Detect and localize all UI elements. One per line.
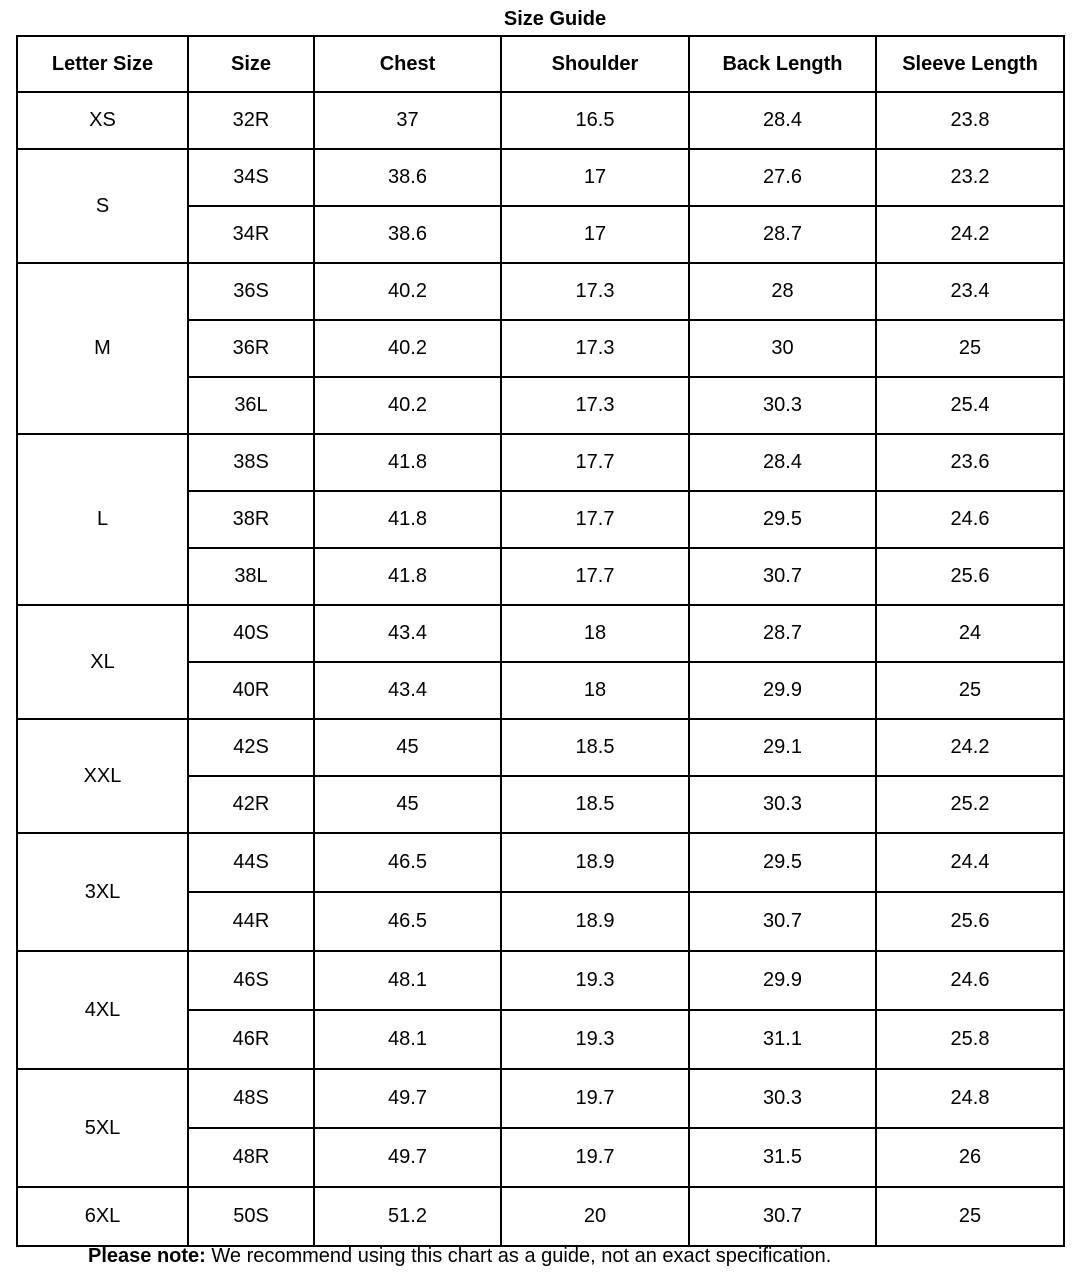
sleeve-length-cell: 25: [876, 320, 1064, 377]
sleeve-length-cell: 25.2: [876, 776, 1064, 833]
chest-cell: 49.7: [314, 1069, 501, 1128]
letter-size-cell: 3XL: [17, 833, 188, 951]
page-title: Size Guide: [503, 8, 607, 30]
size-cell: 42R: [188, 776, 314, 833]
header-row: [17, 36, 1064, 92]
letter-size-cell: XL: [17, 605, 188, 719]
table-row: [17, 149, 1064, 206]
chest-cell: 43.4: [314, 662, 501, 719]
footnote-label: Please note:: [88, 1245, 206, 1267]
sleeve-length-cell: 24.2: [876, 719, 1064, 776]
sleeve-length-cell: 23.6: [876, 434, 1064, 491]
size-cell: 44R: [188, 892, 314, 951]
back-length-cell: 30: [689, 320, 876, 377]
size-cell: 36L: [188, 377, 314, 434]
sleeve-length-cell: 25: [876, 662, 1064, 719]
chest-cell: 48.1: [314, 951, 501, 1010]
shoulder-cell: 17: [501, 206, 689, 263]
back-length-cell: 30.7: [689, 1187, 876, 1246]
table-row: [17, 719, 1064, 776]
sleeve-length-cell: 23.4: [876, 263, 1064, 320]
back-length-cell: 29.5: [689, 491, 876, 548]
sleeve-length-cell: 24.6: [876, 491, 1064, 548]
chest-cell: 51.2: [314, 1187, 501, 1246]
back-length-cell: 30.7: [689, 548, 876, 605]
back-length-cell: 30.3: [689, 1069, 876, 1128]
back-length-cell: 29.5: [689, 833, 876, 892]
shoulder-cell: 17.7: [501, 434, 689, 491]
size-cell: 32R: [188, 92, 314, 149]
letter-size-cell: M: [17, 263, 188, 434]
header-back-length: Back Length: [689, 36, 876, 92]
shoulder-cell: 17.7: [501, 491, 689, 548]
size-cell: 38R: [188, 491, 314, 548]
shoulder-cell: 18.9: [501, 892, 689, 951]
sleeve-length-cell: 25.8: [876, 1010, 1064, 1069]
letter-size-cell: XS: [17, 92, 188, 149]
chest-cell: 43.4: [314, 605, 501, 662]
table-row: [17, 605, 1064, 662]
table-row: [17, 92, 1064, 149]
size-cell: 42S: [188, 719, 314, 776]
table-row: [17, 434, 1064, 491]
sleeve-length-cell: 25: [876, 1187, 1064, 1246]
chest-cell: 41.8: [314, 491, 501, 548]
sleeve-length-cell: 24.4: [876, 833, 1064, 892]
header-chest: Chest: [314, 36, 501, 92]
chest-cell: 41.8: [314, 548, 501, 605]
chest-cell: 40.2: [314, 320, 501, 377]
letter-size-cell: S: [17, 149, 188, 263]
shoulder-cell: 18: [501, 662, 689, 719]
header-shoulder: Shoulder: [501, 36, 689, 92]
chest-cell: 46.5: [314, 892, 501, 951]
shoulder-cell: 18: [501, 605, 689, 662]
back-length-cell: 29.9: [689, 662, 876, 719]
back-length-cell: 31.5: [689, 1128, 876, 1187]
back-length-cell: 28.4: [689, 434, 876, 491]
sleeve-length-cell: 24: [876, 605, 1064, 662]
shoulder-cell: 18.9: [501, 833, 689, 892]
chest-cell: 46.5: [314, 833, 501, 892]
back-length-cell: 30.3: [689, 776, 876, 833]
letter-size-cell: XXL: [17, 719, 188, 833]
sleeve-length-cell: 24.8: [876, 1069, 1064, 1128]
shoulder-cell: 19.7: [501, 1128, 689, 1187]
size-guide-table: [16, 35, 1065, 1247]
back-length-cell: 28.7: [689, 206, 876, 263]
shoulder-cell: 18.5: [501, 776, 689, 833]
header-letter-size: Letter Size: [17, 36, 188, 92]
size-cell: 34R: [188, 206, 314, 263]
size-cell: 38S: [188, 434, 314, 491]
shoulder-cell: 17.3: [501, 320, 689, 377]
back-length-cell: 30.3: [689, 377, 876, 434]
chest-cell: 41.8: [314, 434, 501, 491]
letter-size-cell: 6XL: [17, 1187, 188, 1246]
back-length-cell: 31.1: [689, 1010, 876, 1069]
table-row: [17, 1187, 1064, 1246]
footnote-text: We recommend using this chart as a guide, not an exact specification.: [205, 1245, 832, 1267]
back-length-cell: 29.9: [689, 951, 876, 1010]
size-cell: 40S: [188, 605, 314, 662]
size-cell: 48R: [188, 1128, 314, 1187]
size-cell: 46R: [188, 1010, 314, 1069]
chest-cell: 40.2: [314, 377, 501, 434]
footnote: [88, 1244, 831, 1268]
header-sleeve-length: Sleeve Length: [876, 36, 1064, 92]
back-length-cell: 28.7: [689, 605, 876, 662]
shoulder-cell: 18.5: [501, 719, 689, 776]
size-cell: 34S: [188, 149, 314, 206]
table-row: [17, 951, 1064, 1010]
shoulder-cell: 16.5: [501, 92, 689, 149]
back-length-cell: 27.6: [689, 149, 876, 206]
sleeve-length-cell: 24.2: [876, 206, 1064, 263]
chest-cell: 40.2: [314, 263, 501, 320]
chest-cell: 37: [314, 92, 501, 149]
sleeve-length-cell: 23.2: [876, 149, 1064, 206]
letter-size-cell: 5XL: [17, 1069, 188, 1187]
size-cell: 36S: [188, 263, 314, 320]
shoulder-cell: 19.7: [501, 1069, 689, 1128]
table-row: [17, 833, 1064, 892]
size-cell: 50S: [188, 1187, 314, 1246]
shoulder-cell: 19.3: [501, 1010, 689, 1069]
sleeve-length-cell: 24.6: [876, 951, 1064, 1010]
chest-cell: 38.6: [314, 206, 501, 263]
shoulder-cell: 17.3: [501, 263, 689, 320]
back-length-cell: 29.1: [689, 719, 876, 776]
letter-size-cell: 4XL: [17, 951, 188, 1069]
chest-cell: 49.7: [314, 1128, 501, 1187]
sleeve-length-cell: 25.6: [876, 892, 1064, 951]
shoulder-cell: 17.3: [501, 377, 689, 434]
shoulder-cell: 17: [501, 149, 689, 206]
table-row: [17, 1069, 1064, 1128]
sleeve-length-cell: 26: [876, 1128, 1064, 1187]
shoulder-cell: 19.3: [501, 951, 689, 1010]
chest-cell: 38.6: [314, 149, 501, 206]
size-cell: 36R: [188, 320, 314, 377]
back-length-cell: 28.4: [689, 92, 876, 149]
sleeve-length-cell: 25.6: [876, 548, 1064, 605]
shoulder-cell: 20: [501, 1187, 689, 1246]
sleeve-length-cell: 23.8: [876, 92, 1064, 149]
chest-cell: 48.1: [314, 1010, 501, 1069]
back-length-cell: 28: [689, 263, 876, 320]
shoulder-cell: 17.7: [501, 548, 689, 605]
size-cell: 46S: [188, 951, 314, 1010]
sleeve-length-cell: 25.4: [876, 377, 1064, 434]
chest-cell: 45: [314, 719, 501, 776]
size-cell: 38L: [188, 548, 314, 605]
size-cell: 44S: [188, 833, 314, 892]
chest-cell: 45: [314, 776, 501, 833]
back-length-cell: 30.7: [689, 892, 876, 951]
letter-size-cell: L: [17, 434, 188, 605]
size-cell: 40R: [188, 662, 314, 719]
header-size: Size: [188, 36, 314, 92]
size-cell: 48S: [188, 1069, 314, 1128]
table-row: [17, 263, 1064, 320]
